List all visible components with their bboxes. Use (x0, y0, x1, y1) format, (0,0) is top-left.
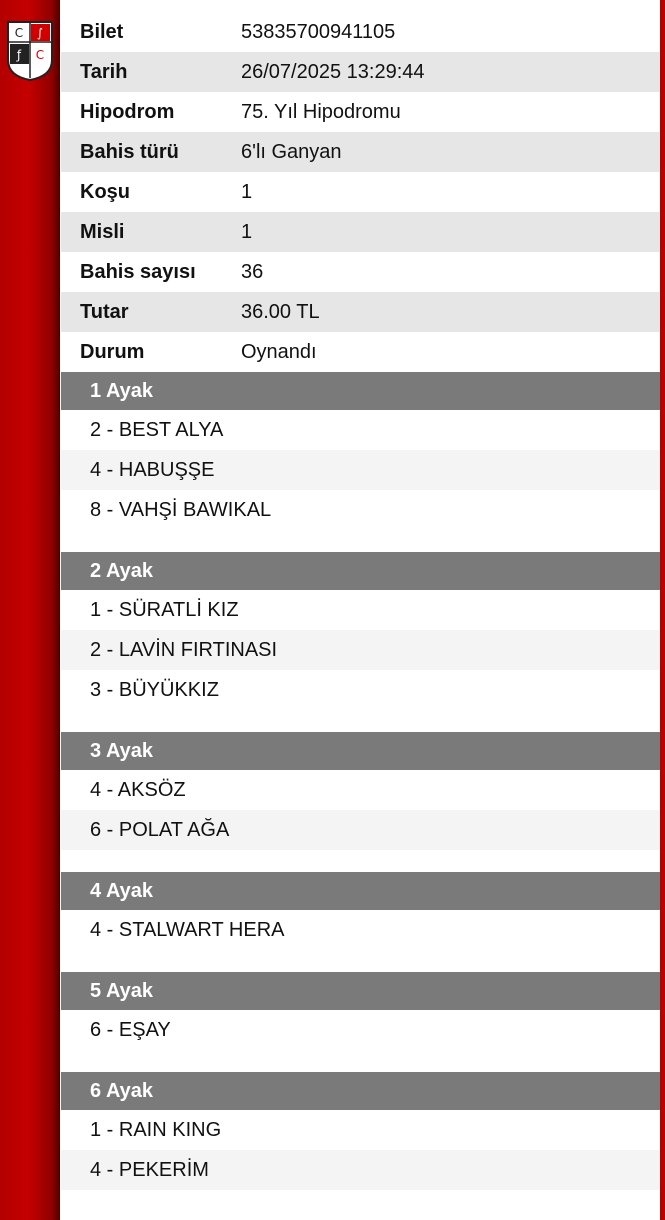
leg-header: 3 Ayak (61, 732, 660, 770)
leg-spacer (61, 1190, 660, 1212)
svg-text:∫: ∫ (36, 26, 44, 40)
info-row (61, 52, 660, 92)
info-label: Misli (80, 220, 125, 243)
info-value: 36.00 TL (241, 300, 320, 323)
leg-header: 1 Ayak (61, 372, 660, 410)
info-label: Tutar (80, 300, 129, 323)
horse-item: 3 - BÜYÜKKIZ (90, 678, 219, 701)
info-label: Hipodrom (80, 100, 175, 123)
info-row (61, 292, 660, 332)
info-value: 1 (241, 220, 253, 243)
leg-header: 4 Ayak (61, 872, 660, 910)
horse-item: 1 - SÜRATLİ KIZ (90, 598, 239, 621)
horse-item: 1 - RAIN KING (90, 1118, 222, 1141)
horse-item: 4 - AKSÖZ (90, 778, 186, 801)
info-label: Bahis sayısı (80, 260, 196, 283)
horse-item: 4 - HABUŞŞE (61, 450, 660, 490)
info-row (61, 252, 660, 292)
info-label: Durum (80, 340, 145, 363)
leg-spacer (61, 530, 660, 552)
leg-header: 5 Ayak (61, 972, 660, 1010)
info-label: Koşu (80, 180, 130, 203)
leg-spacer (61, 710, 660, 732)
legs-list (61, 372, 660, 1212)
info-value: 75. Yıl Hipodromu (241, 100, 401, 123)
horse-item: 4 - PEKERİM (61, 1150, 660, 1190)
info-value: 6'lı Ganyan (241, 140, 342, 163)
horse-item: 2 - BEST ALYA (90, 418, 224, 441)
leg-spacer (61, 1050, 660, 1072)
info-row (61, 332, 660, 372)
info-row (61, 132, 660, 172)
info-value: 53835700941105 (241, 20, 396, 43)
info-value: 36 (241, 260, 264, 283)
leg-spacer (61, 850, 660, 872)
info-row (61, 172, 660, 212)
ticket-detail (61, 12, 660, 1212)
info-value: Oynandı (241, 340, 317, 363)
leg-header: 6 Ayak (61, 1072, 660, 1110)
leg-spacer (61, 950, 660, 972)
info-row (61, 212, 660, 252)
horse-item: 6 - EŞAY (90, 1018, 171, 1041)
svg-text:ƒ: ƒ (16, 48, 22, 62)
info-row (61, 12, 660, 52)
svg-text:C: C (35, 48, 45, 62)
info-label: Tarih (80, 60, 128, 83)
horse-item: 2 - LAVİN FIRTINASI (61, 630, 660, 670)
info-label: Bilet (80, 20, 124, 43)
info-label: Bahis türü (80, 140, 179, 163)
horse-item: 8 - VAHŞİ BAWIKAL (90, 498, 272, 521)
ticket-info-table (61, 12, 660, 372)
horse-item: 4 - STALWART HERA (90, 918, 285, 941)
club-crest-icon (6, 20, 54, 82)
svg-text:C: C (14, 26, 24, 40)
leg-header: 2 Ayak (61, 552, 660, 590)
info-value: 1 (241, 180, 253, 203)
horse-item: 6 - POLAT AĞA (61, 810, 660, 850)
info-value: 26/07/2025 13:29:44 (241, 60, 425, 83)
info-row (61, 92, 660, 132)
